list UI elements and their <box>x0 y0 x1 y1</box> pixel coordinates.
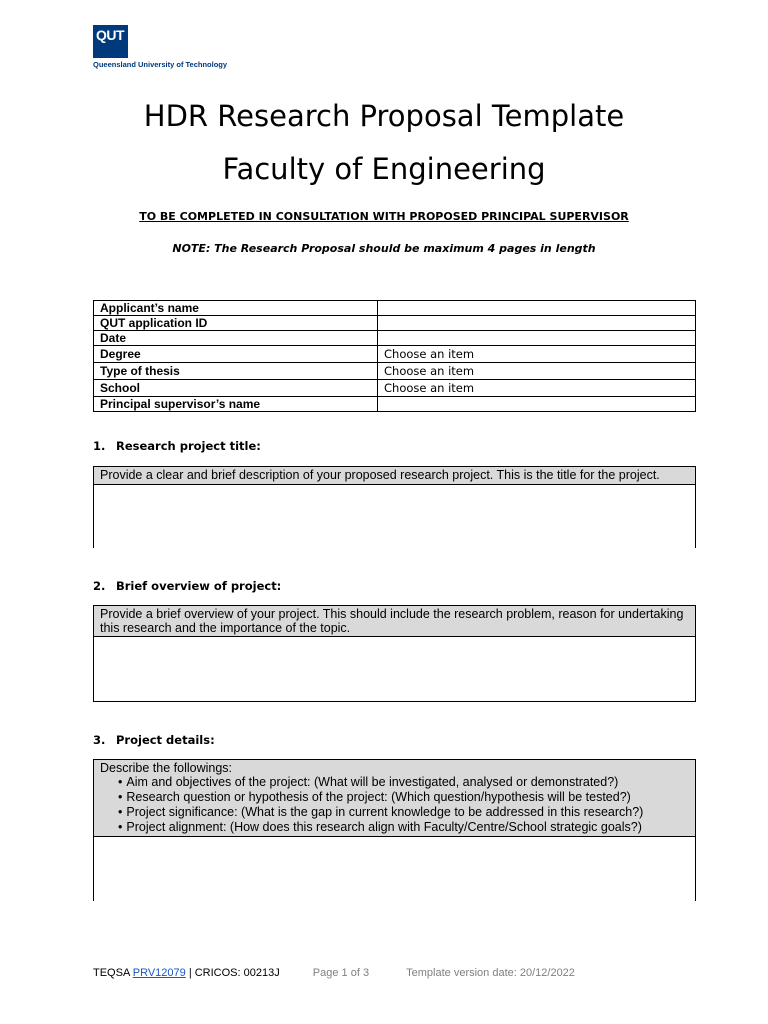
section-title: Research project title: <box>116 439 261 453</box>
page-footer <box>93 967 575 979</box>
section-3-intro: Describe the followings: <box>100 761 233 775</box>
section-number: 2. <box>93 579 106 593</box>
section-2-heading <box>93 579 281 593</box>
section-1-prompt: Provide a clear and brief description of your proposed research project. This is the title for the project. <box>94 467 695 485</box>
table-row <box>94 316 696 331</box>
section-3-prompt <box>94 760 695 837</box>
section-title: Brief overview of project: <box>116 579 282 593</box>
cricos-code: | CRICOS: 00213J <box>188 967 280 979</box>
table-row <box>94 301 696 316</box>
section-1-box <box>93 466 696 548</box>
section-3-answer-area[interactable] <box>94 837 695 901</box>
list-item: • Project significance: (What is the gap in current knowledge to be addressed in this research?) <box>118 805 689 820</box>
section-number: 3. <box>93 733 106 747</box>
supervisor-name-field[interactable] <box>378 397 696 412</box>
teqsa-provider-link[interactable]: PRV12079 <box>132 967 186 979</box>
page-title: HDR Research Proposal Template <box>143 99 625 133</box>
table-row <box>94 397 696 412</box>
school-select[interactable]: Choose an item <box>378 380 696 397</box>
thesis-type-label: Type of thesis <box>94 363 378 380</box>
table-row <box>94 363 696 380</box>
applicant-name-field[interactable] <box>378 301 696 316</box>
page-number: Page 1 of 3 <box>312 967 370 979</box>
applicant-name-label: Applicant’s name <box>94 301 378 316</box>
table-row <box>94 331 696 346</box>
section-number: 1. <box>93 439 106 453</box>
section-1-heading <box>93 439 261 453</box>
degree-label: Degree <box>94 346 378 363</box>
section-2-prompt: Provide a brief overview of your project. This should include the research problem, reason for undertaking this research and the importance of the topic. <box>94 606 695 637</box>
section-2-box <box>93 605 696 702</box>
section-3-box <box>93 759 696 901</box>
section-title: Project details: <box>116 733 215 747</box>
degree-select[interactable]: Choose an item <box>378 346 696 363</box>
section-1-answer-area[interactable] <box>94 485 695 548</box>
thesis-type-select[interactable]: Choose an item <box>378 363 696 380</box>
qut-logo <box>93 25 128 58</box>
list-item: • Project alignment: (How does this research align with Faculty/Centre/School strategic goals?) <box>118 820 689 835</box>
application-id-label: QUT application ID <box>94 316 378 331</box>
table-row <box>94 380 696 397</box>
supervisor-name-label: Principal supervisor’s name <box>94 397 378 412</box>
section-3-bullet-list <box>100 775 689 835</box>
list-item: • Aim and objectives of the project: (What will be investigated, analysed or demonstrated?) <box>118 775 689 790</box>
logo-mark: QUT <box>96 27 125 43</box>
date-label: Date <box>94 331 378 346</box>
application-id-field[interactable] <box>378 316 696 331</box>
template-version: Template version date: 20/12/2022 <box>406 967 575 979</box>
section-2-answer-area[interactable] <box>94 637 695 701</box>
consultation-notice: TO BE COMPLETED IN CONSULTATION WITH PROPOSED PRINCIPAL SUPERVISOR <box>139 210 629 223</box>
section-3-heading <box>93 733 215 747</box>
faculty-title: Faculty of Engineering <box>222 152 546 186</box>
school-label: School <box>94 380 378 397</box>
logo-university-name: Queensland University of Technology <box>93 60 228 69</box>
list-item: • Research question or hypothesis of the project: (Which question/hypothesis will be tested?) <box>118 790 689 805</box>
date-field[interactable] <box>378 331 696 346</box>
length-note: NOTE: The Research Proposal should be maximum 4 pages in length <box>172 242 596 255</box>
teqsa-label: TEQSA <box>93 967 130 979</box>
applicant-info-table <box>93 300 696 412</box>
table-row <box>94 346 696 363</box>
